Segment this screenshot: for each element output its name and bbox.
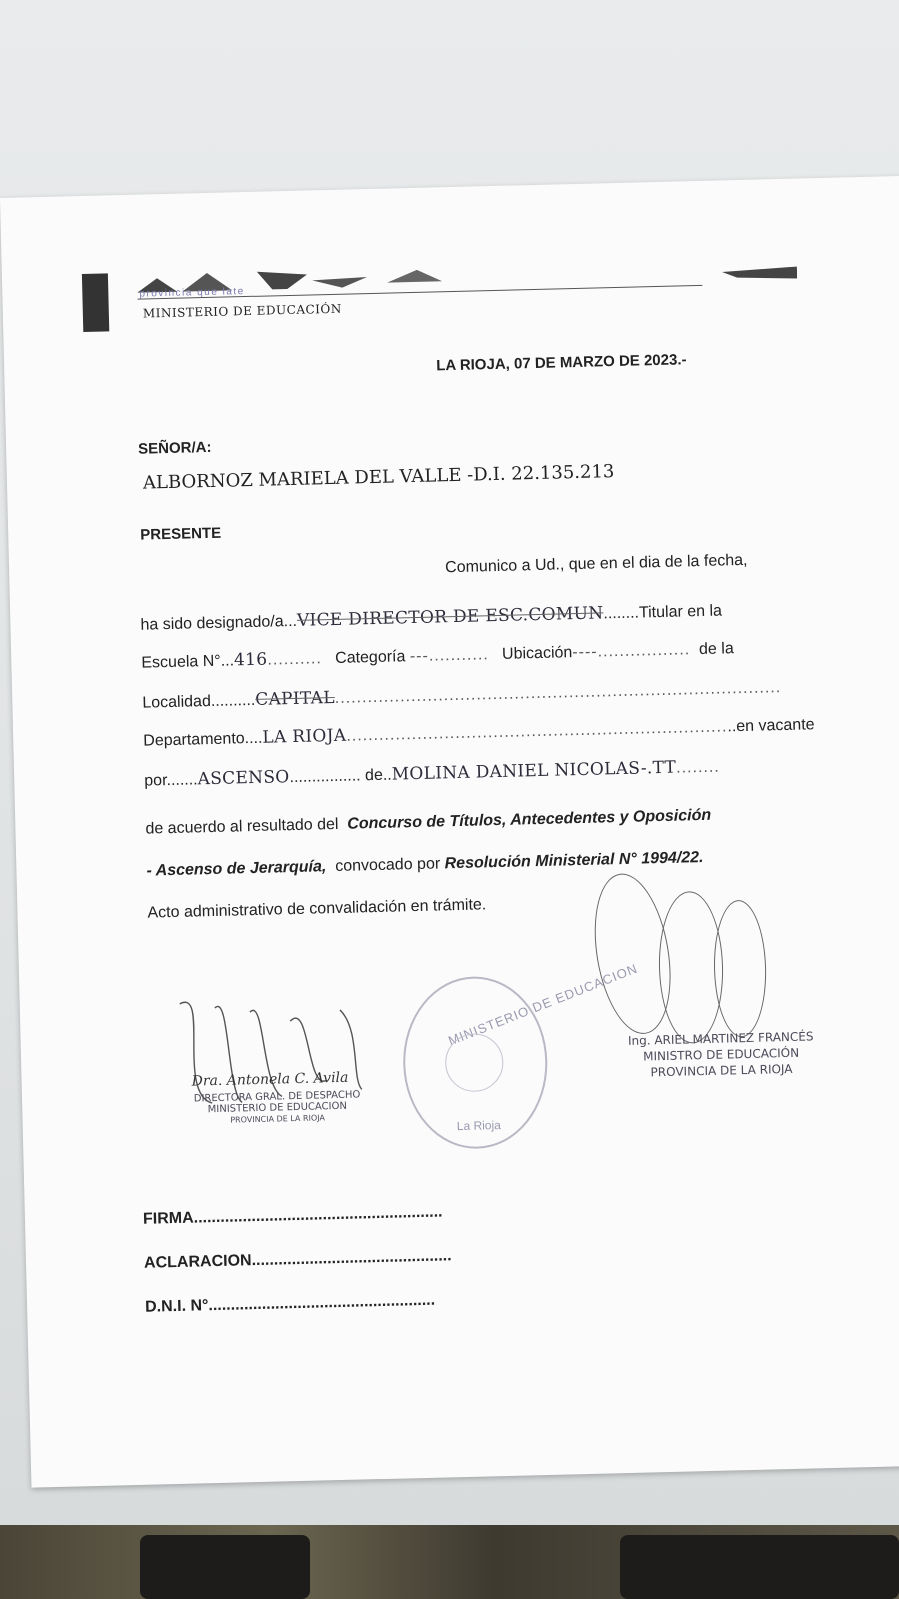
aclaracion-field: ACLARACION............................................. xyxy=(143,1247,452,1272)
localidad-value: CAPITAL xyxy=(255,687,336,710)
ubicacion-dots: ----................. xyxy=(572,641,691,662)
table-background xyxy=(0,1525,899,1599)
body-line-5 xyxy=(143,714,815,750)
signature-right-name: Ing. ARIEL MARTINEZ FRANCÉS xyxy=(627,1029,814,1048)
de-la-label: de la xyxy=(698,640,734,659)
concurso-text: Concurso de Títulos, Antecedentes y Oposición xyxy=(347,806,712,833)
ubicacion-label: Ubicación xyxy=(501,644,573,663)
seal-text-bottom: La Rioja xyxy=(456,1118,502,1134)
signature-left-name: Dra. Antonela C. Avila xyxy=(191,1069,349,1090)
acuerdo-text: de acuerdo al resultado del xyxy=(145,815,339,838)
localidad-label: Localidad.......... xyxy=(142,691,256,712)
signature-left-title-2: MINISTERIO DE EDUCACION xyxy=(207,1100,348,1116)
de-label: ................ de.. xyxy=(289,766,392,787)
body-line-6: por.......ASCENSO................ de..MOLINA DANIEL NICOLAS-.TT........ xyxy=(144,757,720,790)
localidad-dots: .................................................................................. xyxy=(334,679,782,707)
logo-block xyxy=(82,273,109,332)
motivo-value: ASCENSO xyxy=(197,767,290,790)
seal-emblem-icon xyxy=(445,1033,504,1092)
signature-right-title xyxy=(616,1028,827,1081)
por-label: por....... xyxy=(144,771,198,790)
signature-right-loop xyxy=(712,900,767,1038)
designado-label: ha sido designado/a... xyxy=(140,612,298,634)
escuela-dots: .......... xyxy=(267,650,323,669)
firma-field: FIRMA........................................................ xyxy=(142,1203,443,1228)
titular-label: ........Titular en la xyxy=(603,602,723,623)
escuela-value: 416 xyxy=(233,649,268,671)
categoria-label: Categoría xyxy=(334,648,406,667)
body-line-9: Acto administrativo de convalidación en trámite. xyxy=(147,896,487,922)
signature-right-title-1: MINISTRO DE EDUCACIÓN xyxy=(643,1045,800,1064)
salutation: SEÑOR/A: xyxy=(137,438,212,458)
seal-text-top: MINISTERIO DE EDUCACION xyxy=(446,960,640,1049)
logo-tagline: provincia que late xyxy=(139,286,245,300)
convocado-text: convocado por xyxy=(335,855,441,876)
ministry-title: MINISTERIO DE EDUCACIÓN xyxy=(142,301,342,321)
departamento-dots: ...................................................................... xyxy=(346,718,728,745)
signature-left-title xyxy=(192,1089,363,1126)
en-vacante-label: ..en vacante xyxy=(727,716,815,736)
body-line-4 xyxy=(142,677,781,713)
body-line-2 xyxy=(140,600,722,634)
official-seal xyxy=(401,960,640,1150)
cargo-value: VICE DIRECTOR DE ESC.COMUN xyxy=(296,603,604,631)
dni-field: D.N.I. N°................................................... xyxy=(144,1291,436,1316)
body-line-3 xyxy=(141,638,734,672)
table-shadow xyxy=(620,1535,899,1599)
signature-right-title-2: PROVINCIA DE LA RIOJA xyxy=(650,1061,793,1080)
escuela-label: Escuela N°... xyxy=(141,652,235,672)
ascenso-text: - Ascenso de Jerarquía, xyxy=(146,858,327,880)
departamento-value: LA RIOJA xyxy=(262,725,347,748)
reemplaza-value: MOLINA DANIEL NICOLAS-.TT xyxy=(391,757,677,785)
document-page xyxy=(0,176,899,1488)
recipient: ALBORNOZ MARIELA DEL VALLE -D.I. 22.135.213 xyxy=(142,461,615,494)
signature-left-title-3: PROVINCIA DE LA RIOJA xyxy=(230,1113,325,1125)
resolucion-text: Resolución Ministerial N° 1994/22. xyxy=(444,849,704,873)
date-line: LA RIOJA, 07 DE MARZO DE 2023.- xyxy=(436,351,687,375)
presente: PRESENTE xyxy=(140,524,222,544)
body-line-1: Comunico a Ud., que en el dia de la fecha, xyxy=(444,551,748,577)
departamento-label: Departamento.... xyxy=(143,729,263,750)
categoria-dots: ---........... xyxy=(409,646,489,666)
signature-left-title-1: DIRECTORA GRAL. DE DESPACHO xyxy=(193,1089,361,1105)
table-shadow xyxy=(140,1535,310,1599)
body-line-7 xyxy=(145,807,711,839)
header-rule-end xyxy=(722,267,797,281)
